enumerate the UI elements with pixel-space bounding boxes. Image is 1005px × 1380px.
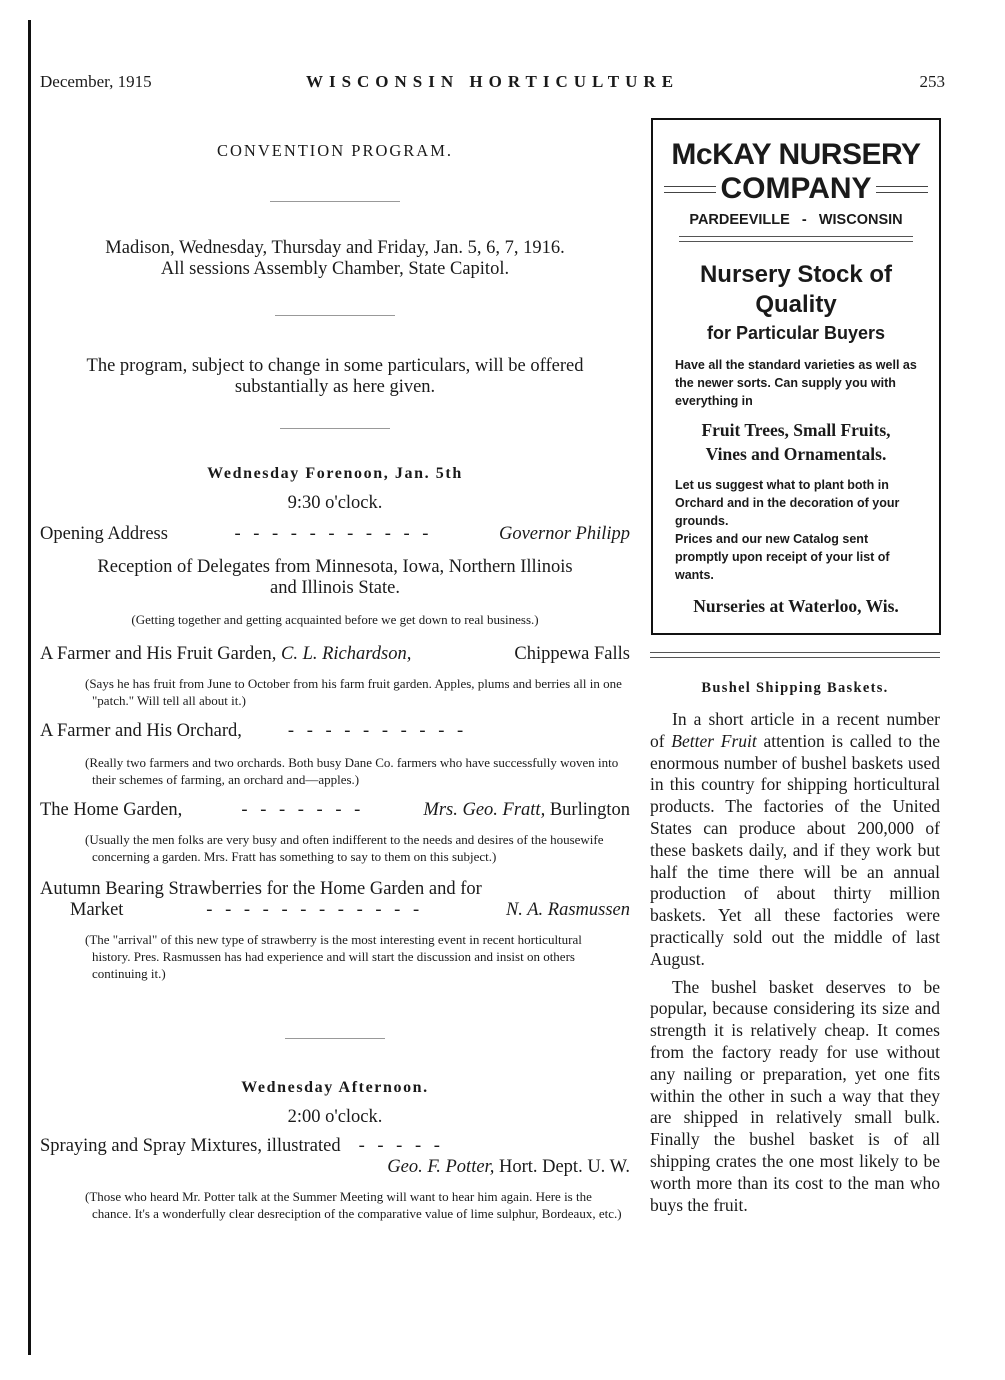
item-note: (Usually the men folks are very busy and often indifferent to the needs and desires of the housewife concerning a garden. Mrs. Fratt has something to say to them on this subject.) (85, 832, 604, 864)
session-time: 9:30 o'clock. (287, 493, 383, 513)
item-topic-text: A Farmer and His Fruit Garden, (40, 644, 277, 664)
program-title: CONVENTION PROGRAM. (216, 141, 453, 160)
ad-headline: Nursery Stock of (699, 261, 893, 288)
item-place: Burlington (549, 800, 630, 820)
item-speaker: C. L. Richardson, (280, 644, 412, 664)
ad-copy: Have all the standard varieties as well as the newer sorts. Can supply you with everything in (675, 358, 917, 408)
ad-products: Fruit Trees, Small Fruits, (701, 420, 891, 440)
program-item-line: Autumn Bearing Strawberries for the Home Garden and for (40, 879, 482, 899)
article-paragraph (650, 709, 940, 971)
divider (280, 428, 390, 429)
ad-products: Vines and Ornamentals. (705, 444, 887, 464)
program-notice-line2: substantially as here given. (234, 377, 436, 397)
divider (679, 236, 913, 242)
session-heading: Wednesday Forenoon, Jan. 5th (207, 465, 463, 482)
program-item (40, 1136, 630, 1157)
item-note: (Really two farmers and two orchards. Both busy Dane Co. farmers who have successfully woven into their schemes of farming, an orchard and—apples.) (85, 755, 619, 787)
ad-copy: Let us suggest what to plant both in Orchard and in the decoration of your grounds. (675, 478, 900, 528)
item-topic: Spraying and Spray Mixtures, illustrated (40, 1136, 341, 1156)
leader-dashes: - - - - - - - - - - (287, 721, 468, 741)
article-paragraph: The bushel basket deserves to be popular, because considering its size and strength it is relatively cheap. It comes from the factory ready for use without any nailing or preparation, yet one fits within the other in such a way that they are shipped in relatively small bulk. Finally the bushel basket is of all shipping crates the one most likely to be worth more than its cost to the man who buys the fruit. (650, 976, 940, 1215)
program-item-line: and Illinois State. (270, 578, 400, 598)
ad-company-name: McKAY NURSERY (671, 138, 921, 171)
article-text: In a short article in a recent number of (650, 709, 940, 751)
article-text: attention is called to the enormous number of bushel baskets used in this country for shipping horticultural products. The factories of the United States can produce about 200,000 of these baskets daily, and if they work but half the time there will be an annual production of about thirty million baskets. Yet all these factories were practically sold out the middle of last August. (650, 730, 940, 969)
ad-company-line (653, 172, 939, 206)
program-item (40, 800, 630, 821)
ad-copy: Prices and our new Catalog sent promptly upon receipt of your list of wants. (675, 532, 890, 582)
item-topic: Market (70, 900, 124, 920)
journal-title: WISCONSIN HORTICULTURE (305, 72, 680, 91)
page-binding-edge (28, 20, 31, 1355)
divider (285, 1038, 385, 1039)
ad-town: PARDEEVILLE (689, 212, 790, 228)
ornament-rule (664, 186, 716, 193)
program-item (40, 721, 630, 742)
item-topic: Opening Address (40, 524, 168, 544)
item-speaker: Mrs. Geo. Fratt, (423, 800, 546, 820)
session-heading: Wednesday Afternoon. (241, 1079, 429, 1096)
leader-dashes: - - - - - (358, 1136, 444, 1156)
item-speaker: N. A. Rasmussen (505, 900, 630, 920)
ornament-rule (876, 186, 928, 193)
ad-state: WISCONSIN (818, 212, 903, 228)
item-speaker: Geo. F. Potter, (387, 1157, 495, 1177)
divider (275, 315, 395, 316)
ad-footer: Nurseries at Waterloo, Wis. (693, 596, 899, 616)
item-topic: A Farmer and His Orchard, (40, 721, 242, 741)
page-number: 253 (919, 72, 945, 91)
item-note: (Says he has fruit from June to October from his farm fruit garden. Apples, plums and berries all in one "patch." Will tell all about it.) (85, 676, 622, 708)
program-notice-line1: The program, subject to change in some particulars, will be offered (86, 356, 584, 376)
program-item-line: Reception of Delegates from Minnesota, Iowa, Northern Illinois (97, 557, 573, 577)
program-intro-line1: Madison, Wednesday, Thursday and Friday, Jan. 5, 6, 7, 1916. (105, 238, 565, 258)
item-note: (The "arrival" of this new type of strawberry is the most interesting event in recent horticultural history. Pres. Rasmussen has had experience and will start the discussion and insist on others continuing it.) (85, 932, 582, 981)
article-bushel-baskets (650, 652, 940, 1216)
item-speaker: Governor Philipp (498, 524, 630, 544)
mckay-nursery-advertisement (651, 118, 941, 635)
leader-dashes: - - - - - - - - - - - - (206, 900, 424, 920)
item-note: (Those who heard Mr. Potter talk at the Summer Meeting will want to hear him again. Here is the chance. It's a wonderfully clear desreciption of the comparative value of lime sulphur, Bordeaux, etc.) (85, 1189, 622, 1221)
item-place: Chippewa Falls (514, 644, 630, 664)
leader-dashes: - - - - - - - (241, 800, 365, 820)
program-item (40, 644, 630, 665)
ad-company-word: COMPANY (720, 172, 872, 205)
divider (650, 652, 940, 658)
article-title: Bushel Shipping Baskets. (701, 680, 889, 696)
ad-headline: Quality (755, 291, 837, 318)
item-affiliation: Hort. Dept. U. W. (498, 1157, 630, 1177)
divider (270, 201, 400, 202)
publication-title: Better Fruit (671, 730, 757, 751)
session-time: 2:00 o'clock. (287, 1107, 383, 1127)
program-item (40, 524, 630, 545)
program-item-byline (40, 1157, 630, 1178)
ad-location (653, 212, 939, 228)
item-topic (40, 644, 411, 665)
ad-location-separator: - (801, 212, 807, 228)
program-intro-line2: All sessions Assembly Chamber, State Capitol. (160, 259, 510, 279)
leader-dashes: - - - - - - - - - - - (234, 524, 433, 544)
running-header (40, 72, 945, 96)
program-item (70, 900, 630, 921)
ad-subheadline: for Particular Buyers (706, 323, 886, 343)
item-note: (Getting together and getting acquainted before we get down to real business.) (131, 612, 539, 627)
item-topic: The Home Garden, (40, 800, 183, 820)
convention-program (40, 135, 630, 1222)
issue-date: December, 1915 (40, 72, 152, 91)
